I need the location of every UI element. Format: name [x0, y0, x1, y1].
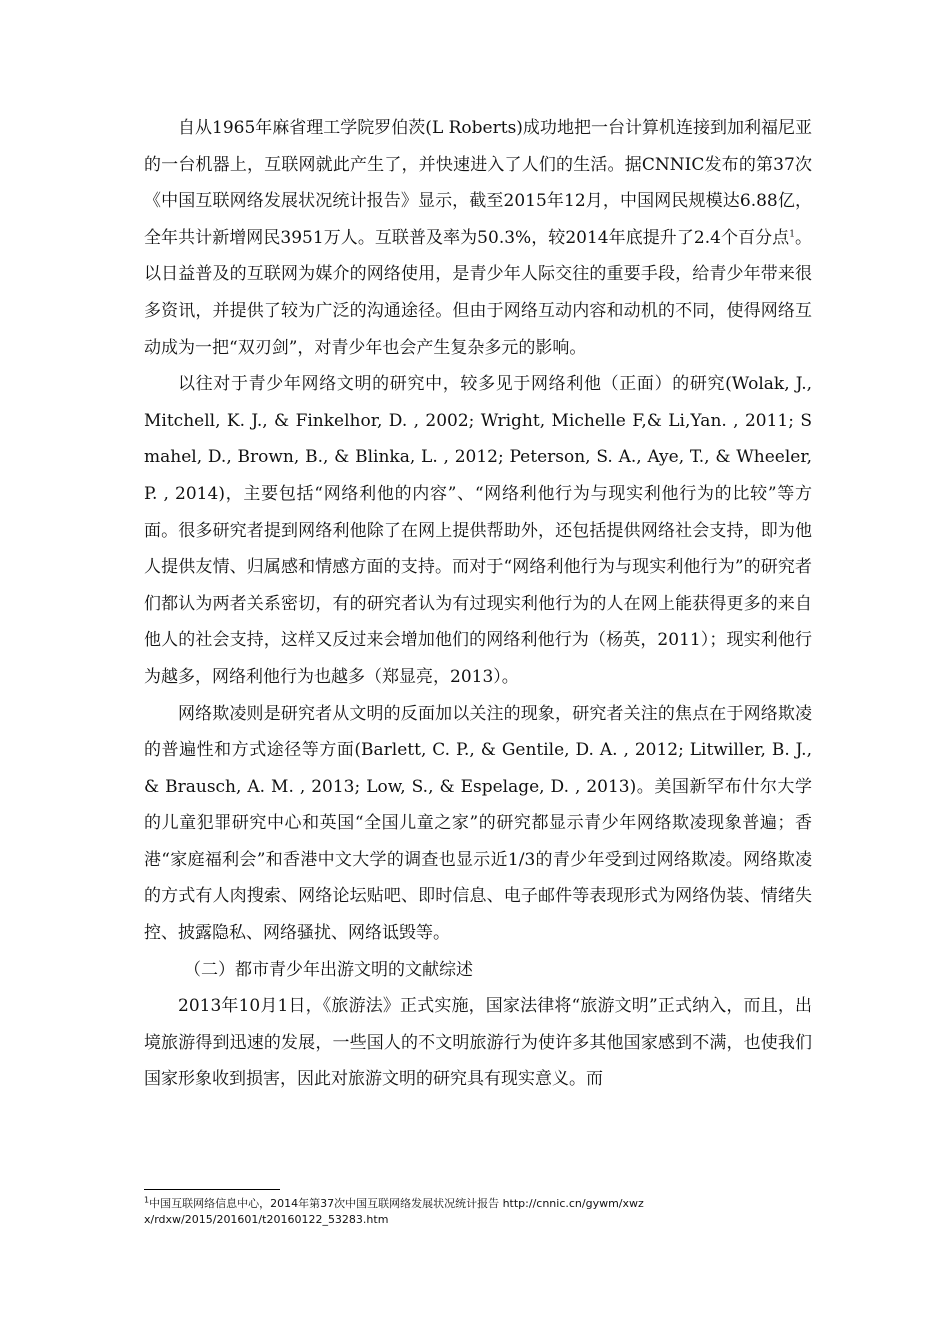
footnote-reference: 1 [789, 229, 795, 240]
section-heading: （二）都市青少年出游文明的文献综述 [184, 959, 473, 980]
footnote [144, 1196, 644, 1228]
footnote-text: 中国互联网络信息中心，2014年第37次中国互联网络发展状况统计报告 http://cnnic.cn/gywm/xwzx/rdxw/2015/201601/t20160122_53283.htm [144, 1197, 644, 1226]
paragraph-online-altruism: 以往对于青少年网络文明的研究中，较多见于网络利他（正面）的研究(Wolak, J., Mitchell, K. J., & Finkelhor, D. , 2002; Wright, Michelle F,& Li,Yan. , 2011; Smahel, D., Brown, B., & Blinka, L. , 2012; Peterson, S. A., Aye, T., & Wheeler, P. , 2014)，主要包括“网络利他的内容”、“网络利他行为与现实利他行为的比较”等方面。很多研究者提到网络利他除了在网上提供帮助外，还包括提供网络社会支持，即为他人提供友情、归属感和情感方面的支持。而对于“网络利他行为与现实利他行为”的研究者们都认为两者关系密切，有的研究者认为有过现实利他行为的人在网上能获得更多的来自他人的社会支持，这样又反过来会增加他们的网络利他行为（杨英，2011）；现实利他行为越多，网络利他行为也越多（郑显亮，2013）。 [144, 374, 812, 687]
footnote-divider [144, 1189, 280, 1190]
body-text [144, 110, 812, 1098]
paragraph-cyberbullying: 网络欺凌则是研究者从文明的反面加以关注的现象，研究者关注的焦点在于网络欺凌的普遍性和方式途径等方面(Barlett, C. P., & Gentile, D. A. , 2012; Litwiller, B. J., & Brausch, A. M. , 2013; Low, S., & Espelage, D. , 2013)。美国新罕布什尔大学的儿童犯罪研究中心和英国“全国儿童之家”的研究都显示青少年网络欺凌现象普遍；香港“家庭福利会”和香港中文大学的调查也显示近1/3的青少年受到过网络欺凌。网络欺凌的方式有人肉搜索、网络论坛贴吧、即时信息、电子邮件等表现形式为网络伪装、情绪失控、披露隐私、网络骚扰、网络诋毁等。 [144, 703, 812, 944]
paragraph-internet-intro-part1: 自从1965年麻省理工学院罗伯茨(L Roberts)成功地把一台计算机连接到加利福尼亚的一台机器上，互联网就此产生了，并快速进入了人们的生活。据CNNIC发布的第37次《中国互联网络发展状况统计报告》显示，截至2015年12月，中国网民规模达6.88亿，全年共计新增网民3951万人。互联普及率为50.3%，较2014年底提升了2.4个百分点 [144, 118, 812, 248]
paragraph-tourism-law: 2013年10月1日，《旅游法》正式实施，国家法律将“旅游文明”正式纳入，而且，出境旅游得到迅速的发展，一些国人的不文明旅游行为使许多其他国家感到不满，也使我们国家形象收到损害，因此对旅游文明的研究具有现实意义。而 [144, 996, 812, 1090]
paragraph-internet-intro [144, 110, 812, 366]
paragraph-internet-intro-part2: 。以日益普及的互联网为媒介的网络使用，是青少年人际交往的重要手段，给青少年带来很多资讯，并提供了较为广泛的沟通途径。但由于网络互动内容和动机的不同，使得网络互动成为一把“双刃剑”，对青少年也会产生复杂多元的影响。 [144, 227, 812, 358]
footnote-mark: 1 [144, 1195, 150, 1205]
